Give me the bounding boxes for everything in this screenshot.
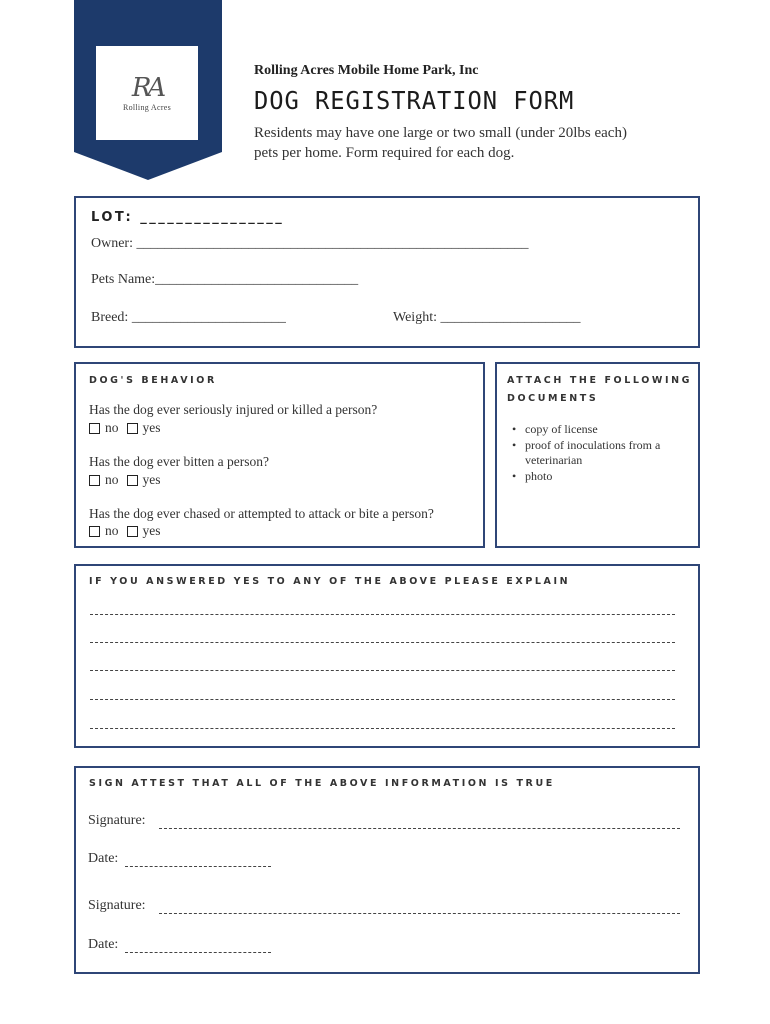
document-item: • photo xyxy=(510,469,690,485)
explain-line-2[interactable] xyxy=(90,642,675,643)
question-chased: Has the dog ever chased or attempted to attack or bite a person? xyxy=(89,506,434,521)
logo-monogram: RA xyxy=(131,72,163,103)
document-item: • proof of inoculations from a veterinarian xyxy=(510,438,690,469)
logo-name: Rolling Acres xyxy=(122,102,172,112)
explain-line-4[interactable] xyxy=(90,699,675,700)
breed-field[interactable]: Breed: ______________________ xyxy=(91,310,286,325)
signature-label: Signature: xyxy=(88,898,146,913)
question-injured: Has the dog ever seriously injured or killed a person? xyxy=(89,402,378,417)
label-no: no xyxy=(105,420,119,435)
pets-name-field[interactable]: Pets Name:_____________________________ xyxy=(91,272,359,287)
intro-text: Residents may have one large or two small (under 20lbs each) pets per home. Form required for each dog. xyxy=(254,125,627,161)
attach-heading-line1: ATTACH THE FOLLOWING xyxy=(507,375,693,386)
checkbox-injured-no[interactable] xyxy=(89,423,100,434)
explain-box xyxy=(74,564,700,748)
documents-list xyxy=(510,422,690,484)
date-label: Date: xyxy=(88,937,119,952)
page-title: DOG REGISTRATION FORM xyxy=(254,86,575,115)
label-no: no xyxy=(105,523,119,538)
checkbox-chased-no[interactable] xyxy=(89,526,100,537)
checkbox-bitten-no[interactable] xyxy=(89,475,100,486)
answer-chased xyxy=(89,523,161,539)
signature-box xyxy=(74,766,700,974)
explain-line-3[interactable] xyxy=(90,670,675,671)
checkbox-injured-yes[interactable] xyxy=(127,423,138,434)
label-yes: yes xyxy=(142,420,161,435)
answer-bitten xyxy=(89,472,161,488)
explain-heading: IF YOU ANSWERED YES TO ANY OF THE ABOVE PLEASE EXPLAIN xyxy=(89,576,571,587)
sign-heading: SIGN ATTEST THAT ALL OF THE ABOVE INFORMATION IS TRUE xyxy=(89,778,555,789)
date-label: Date: xyxy=(88,851,119,866)
weight-field[interactable]: Weight: ____________________ xyxy=(393,310,581,325)
answer-injured xyxy=(89,420,161,436)
owner-field[interactable]: Owner: ________________________________________________________ xyxy=(91,236,529,251)
explain-line-1[interactable] xyxy=(90,614,675,615)
attach-heading-line2: DOCUMENTS xyxy=(507,393,599,404)
checkbox-chased-yes[interactable] xyxy=(127,526,138,537)
document-item: • copy of license xyxy=(510,422,690,438)
question-bitten: Has the dog ever bitten a person? xyxy=(89,454,269,469)
signature-line-2[interactable] xyxy=(159,913,680,914)
label-no: no xyxy=(105,472,119,487)
label-yes: yes xyxy=(142,523,161,538)
date-line-1[interactable] xyxy=(125,866,271,867)
behavior-heading: DOG'S BEHAVIOR xyxy=(89,375,217,386)
signature-label: Signature: xyxy=(88,813,146,828)
lot-field[interactable]: LOT: ________________ xyxy=(91,210,285,225)
label-yes: yes xyxy=(142,472,161,487)
company-name: Rolling Acres Mobile Home Park, Inc xyxy=(254,63,479,78)
signature-line-1[interactable] xyxy=(159,828,680,829)
park-logo xyxy=(96,46,198,140)
explain-line-5[interactable] xyxy=(90,728,675,729)
checkbox-bitten-yes[interactable] xyxy=(127,475,138,486)
date-line-2[interactable] xyxy=(125,952,271,953)
